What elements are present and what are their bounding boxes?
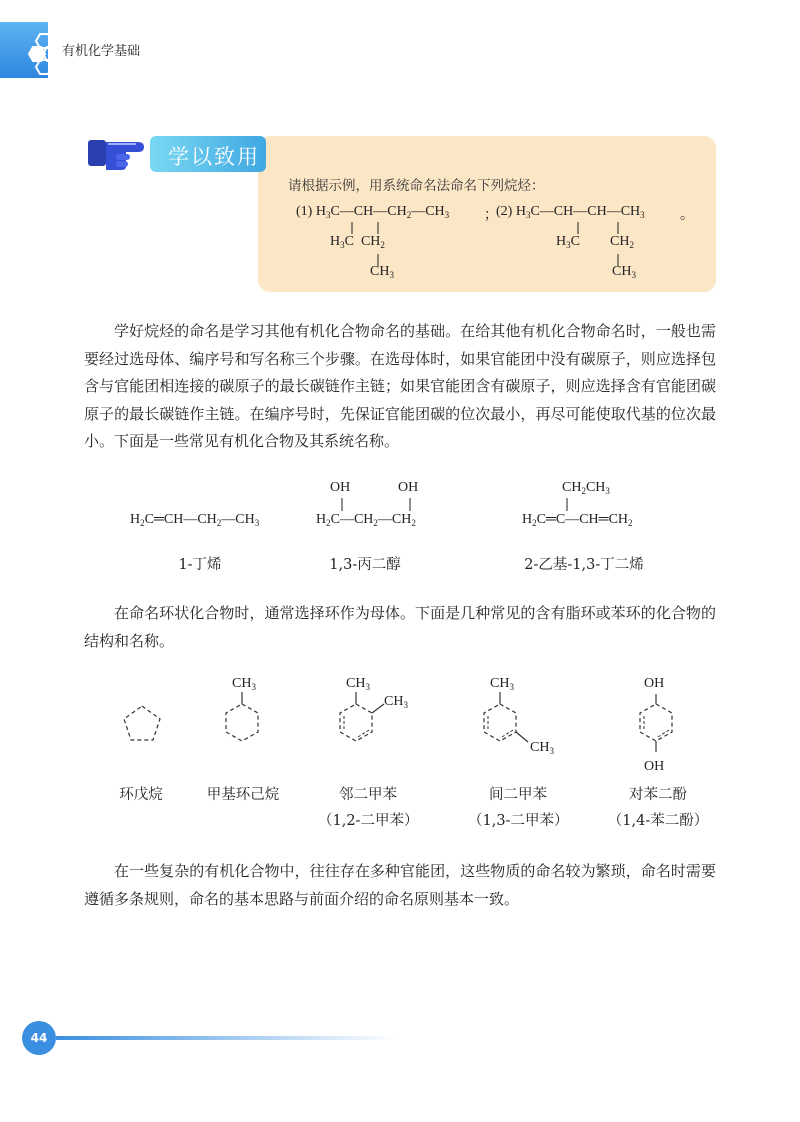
pointing-hand-icon <box>86 126 158 176</box>
methyl-label-1: $CH_3$ <box>232 676 256 692</box>
name-methylcyclohexane: 甲基环己烷 <box>206 787 280 803</box>
name-cyclopentane: 环戊烷 <box>119 787 163 803</box>
methyl-label-3a: $CH_3$ <box>490 676 514 692</box>
formula-1-label: (1) <box>296 204 313 219</box>
hydroxyl-bottom: OH <box>644 759 665 774</box>
formula-2-branch-left: $H_3C$ <box>556 234 580 250</box>
methyl-label-3b: $CH_3$ <box>530 740 554 756</box>
hydroquinone-structure <box>626 690 686 760</box>
name-mxylene: 间二甲苯 <box>489 787 547 803</box>
formula-propanediol: $H_2C—CH_2—CH_2$ <box>316 512 416 528</box>
formula-2: (2) $H_3C—CH—CH—CH_3$ <box>496 204 645 220</box>
name-ethylbutadiene: 2-乙基-1,3-丁二烯 <box>524 557 644 573</box>
oxylene-structure <box>326 690 390 750</box>
ethyl-group: $CH_2CH_3$ <box>562 480 610 496</box>
formula-ethylbutadiene: $H_2C═C—CH═CH_2$ <box>522 512 633 528</box>
hydroxyl-top: OH <box>644 676 665 691</box>
methyl-label-2a: $CH_3$ <box>346 676 370 692</box>
name-hydroquinone: 对苯二酚 <box>629 787 687 803</box>
formula-2-branch-right: $CH_2$ <box>610 234 634 250</box>
formula-2-label: (2) <box>496 204 513 219</box>
name-oxylene: 邻二甲苯 <box>339 787 397 803</box>
hexagon-logo-icon <box>28 32 64 76</box>
formula-2-end: 。 <box>680 208 694 223</box>
name-propanediol: 1,3-丙二醇 <box>329 557 401 573</box>
paragraph-2: 在命名环状化合物时，通常选择环作为母体。下面是几种常见的含有脂环或苯环的化合物的结构和名称。 <box>84 604 716 650</box>
formula-1-sep: ； <box>484 208 498 223</box>
sysname-mxylene: （1,3-二甲苯） <box>468 813 569 829</box>
sysname-hydroquinone: （1,4-苯二酚） <box>607 813 709 829</box>
mxylene-structure <box>470 690 540 752</box>
book-title: 有机化学基础 <box>62 44 141 59</box>
formula-1: (1) $H_3C—CH—CH_2—CH_3$ <box>296 204 450 220</box>
oh-left: OH <box>330 480 351 495</box>
oh-right: OH <box>398 480 419 495</box>
page-number: 44 <box>22 1021 56 1055</box>
paragraph-3: 在一些复杂的有机化合物中，往往存在多种官能团，这些物质的命名较为繁琐，命名时需要遵循多条规则，命名的基本思路与前面介绍的命名原则基本一致。 <box>84 862 716 908</box>
name-butene: 1-丁烯 <box>178 557 222 573</box>
cyclopentane-structure <box>118 700 166 748</box>
sysname-oxylene: （1,2-二甲苯） <box>318 813 419 829</box>
practice-instruction: 请根据示例，用系统命名法命名下列烷烃： <box>288 178 545 194</box>
methyl-label-2b: $CH_3$ <box>384 694 408 710</box>
practice-title: 学以致用 <box>168 145 260 169</box>
paragraph-1: 学好烷烃的命名是学习其他有机化合物命名的基础。在给其他有机化合物命名时，一般也需要经过选母体、编序号和写名称三个步骤。在选母体时，如果官能团中没有碳原子，则应选择包含与官能团相连接的碳原子的最长碳链作主链；如果官能团含有碳原子，则应选择含有官能团碳原子的最长碳链作主链。在编序号时，先保证官能团碳的位次最小，再尽可能使取代基的位次最小。下面是一些常见有机化合物及其系统名称。 <box>84 322 716 450</box>
formula-butene: $H_2C═CH—CH_2—CH_3$ <box>130 512 260 528</box>
formula-1-branch: $H_3C$ $CH_2$ <box>330 234 385 250</box>
footer-line <box>56 1036 396 1040</box>
methylcyclohexane-structure <box>212 690 272 750</box>
formula-2-branch-end: $CH_3$ <box>612 264 636 280</box>
formula-1-branch-end: $CH_3$ <box>370 264 394 280</box>
